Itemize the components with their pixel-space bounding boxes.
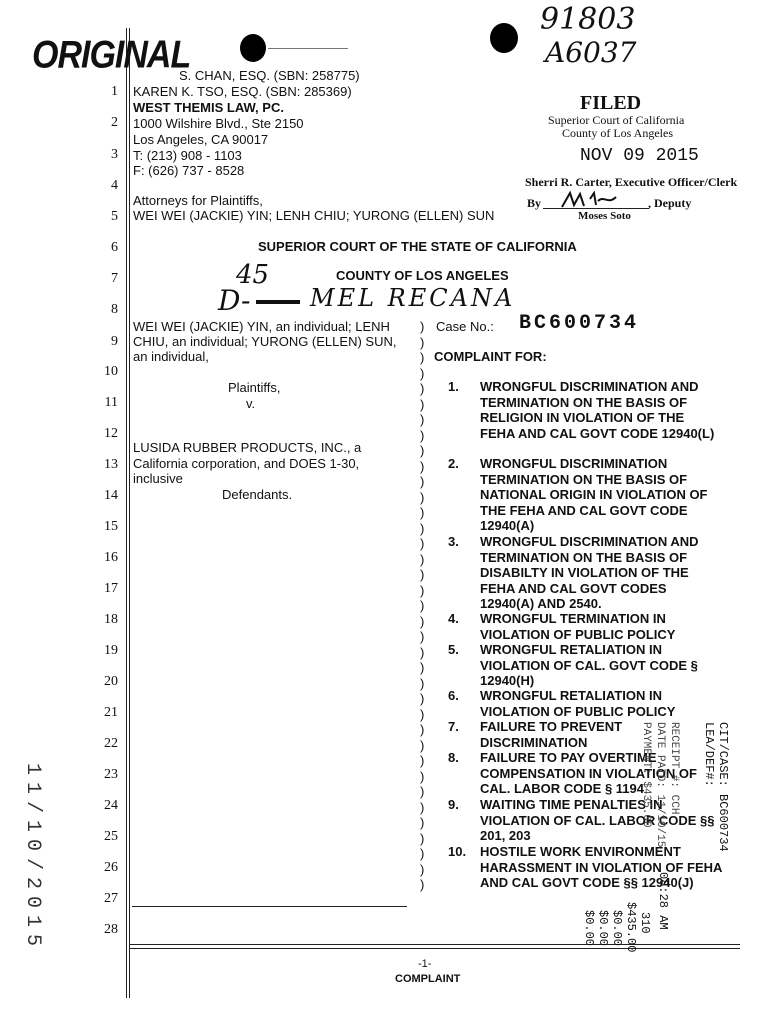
phone: T: (213) 908 - 1103	[133, 148, 242, 163]
line-number: 3	[111, 147, 118, 162]
receipt-col-1: CIT/CASE: BC600734	[716, 722, 730, 852]
caption-paren: )	[420, 675, 425, 691]
hole-punch-left	[240, 34, 266, 62]
claim-number: 7.	[448, 719, 459, 734]
claim-number: 3.	[448, 534, 459, 549]
address-1: 1000 Wilshire Blvd., Ste 2150	[133, 116, 304, 131]
line-number: 5	[111, 209, 118, 224]
line-number: 21	[104, 705, 118, 720]
claim-item	[448, 534, 722, 612]
claim-item	[448, 379, 722, 441]
footer-title: COMPLAINT	[395, 973, 461, 985]
caption-paren: )	[420, 536, 425, 551]
line-number: 27	[104, 891, 118, 906]
caption-underline	[132, 906, 407, 907]
claim-text: FAILURE TO PREVENT DISCRIMINATION	[480, 719, 623, 750]
caption-paren: )	[420, 691, 425, 706]
complaint-for: COMPLAINT FOR:	[434, 349, 547, 364]
caption-paren: )	[420, 350, 425, 365]
caption-paren: )	[420, 753, 425, 768]
left-margin-rule-2	[129, 28, 130, 998]
claim-text: WRONGFUL RETALIATION IN VIOLATION OF CAL. GOVT CODE § 12940(H)	[480, 642, 698, 688]
caption-paren: )	[420, 412, 425, 427]
caption-paren: )	[420, 381, 425, 396]
attorneys-for-names: WEI WEI (JACKIE) YIN; LENH CHIU; YURONG (ELLEN) SUN	[133, 208, 495, 223]
caption-paren: )	[420, 877, 425, 892]
caption-paren: )	[420, 334, 425, 350]
caption-paren: )	[420, 768, 425, 784]
claim-text: WRONGFUL DISCRIMINATION AND TERMINATION ON THE BASIS OF DISABILTY IN VIOLATION OF THE FEHA AND CAL GOVT CODES 12940(A) AND 2540.	[480, 534, 699, 611]
caption-paren: )	[420, 582, 425, 598]
caption-paren: )	[420, 520, 425, 536]
claim-text: WRONGFUL RETALIATION IN VIOLATION OF PUBLIC POLICY	[480, 688, 676, 719]
caption-paren: )	[420, 706, 425, 722]
hole-dash	[268, 48, 348, 49]
line-number: 2	[111, 115, 118, 130]
claim-text: WRONGFUL TERMINATION IN VIOLATION OF PUBLIC POLICY	[480, 611, 676, 642]
defendant-line-1: LUSIDA RUBBER PRODUCTS, INC., a	[133, 440, 362, 455]
claim-number: 1.	[448, 379, 459, 394]
line-number: 13	[104, 457, 118, 472]
filed-title: FILED	[580, 92, 642, 114]
claim-item	[448, 611, 722, 642]
receipt-code: 310	[638, 912, 652, 934]
caption-paren: )	[420, 846, 425, 861]
filed-deputy: , Deputy	[648, 196, 692, 210]
caption-paren: )	[420, 722, 425, 737]
claim-number: 8.	[448, 750, 459, 765]
line-number: 12	[104, 426, 118, 441]
filed-county: County of Los Angeles	[562, 126, 673, 140]
claim-number: 10.	[448, 844, 467, 859]
claim-text: HOSTILE WORK ENVIRONMENT HARASSMENT IN VIOLATION OF FEHA AND CAL GOVT CODE §§ 12940(J)	[480, 844, 722, 890]
page-number: -1-	[418, 958, 432, 970]
handwritten-assign-name: MEL RECANA	[310, 284, 516, 312]
defendant-line-2: California corporation, and DOES 1-30,	[133, 456, 360, 471]
caption-paren: )	[420, 598, 425, 613]
filed-date: NOV 09 2015	[580, 146, 699, 166]
claim-number: 4.	[448, 611, 459, 626]
caption-paren: )	[420, 737, 425, 753]
claim-item	[448, 688, 722, 719]
deputy-name: Moses Soto	[578, 210, 631, 222]
caption-paren: )	[420, 629, 425, 644]
caption-paren: )	[420, 644, 425, 660]
claim-number: 5.	[448, 642, 459, 657]
receipt-time: 08:28 AM	[656, 872, 670, 930]
filed-court: Superior Court of California	[548, 113, 685, 127]
attorney-line-2: KAREN K. TSO, ESQ. (SBN: 285369)	[133, 84, 352, 99]
address-2: Los Angeles, CA 90017	[133, 132, 269, 147]
line-number: 25	[104, 829, 118, 844]
handwritten-assign-prefix: D-	[218, 284, 251, 317]
case-no-label: Case No.:	[436, 319, 494, 334]
caption-paren: )	[420, 799, 425, 815]
receipt-col-4: DATE PAID: 11/10/15	[654, 722, 666, 848]
filed-clerk: Sherri R. Carter, Executive Officer/Clerk	[525, 175, 738, 189]
receipt-col-5: PAYMENT: $435.00	[640, 722, 652, 828]
caption-paren: )	[420, 505, 425, 520]
claim-text: WAITING TIME PENALTIES IN VIOLATION OF CAL. LABOR CODE §§ 201, 203	[480, 797, 715, 843]
caption-paren: )	[420, 319, 425, 334]
claim-number: 9.	[448, 797, 459, 812]
left-margin-rule	[126, 28, 127, 998]
receipt-amount-3: $0.00	[596, 910, 610, 947]
caption-paren: )	[420, 489, 425, 505]
line-number: 17	[104, 581, 118, 596]
line-number: 10	[104, 364, 118, 379]
plaintiffs-line-1: WEI WEI (JACKIE) YIN, an individual; LENH	[133, 319, 390, 334]
line-number: 6	[111, 240, 118, 255]
line-number: 23	[104, 767, 118, 782]
line-number: 18	[104, 612, 118, 627]
side-date-stamp: 11/10/2015	[21, 763, 44, 954]
caption-paren: )	[420, 613, 425, 629]
claim-item	[448, 456, 722, 534]
line-number: 4	[111, 178, 118, 193]
claim-number: 2.	[448, 456, 459, 471]
caption-paren: )	[420, 474, 425, 489]
handwritten-code-1: 91803	[540, 2, 636, 37]
line-number: 16	[104, 550, 118, 565]
plaintiffs-line-3: an individual,	[133, 349, 209, 364]
defendants-label: Defendants.	[222, 487, 293, 502]
caption-paren: )	[420, 861, 425, 877]
caption-paren: )	[420, 784, 425, 799]
handwritten-code-2: A6037	[545, 36, 637, 69]
case-number: BC600734	[519, 312, 640, 335]
receipt-col-3: RECEIPT #: CCH	[668, 722, 680, 815]
line-number: 19	[104, 643, 118, 658]
caption-paren: )	[420, 551, 425, 567]
claim-number: 6.	[448, 688, 459, 703]
claim-text: WRONGFUL DISCRIMINATION TERMINATION ON THE BASIS OF NATIONAL ORIGIN IN VIOLATION OF THE FEHA AND CAL GOVT CODE 12940(A)	[480, 456, 708, 533]
receipt-col-2: LEA/DEF#:	[702, 722, 716, 787]
court-name: SUPERIOR COURT OF THE STATE OF CALIFORNIA	[258, 239, 577, 254]
line-number: 20	[104, 674, 118, 689]
caption-paren: )	[420, 567, 425, 582]
attorney-line-1: S. CHAN, ESQ. (SBN: 258775)	[179, 68, 360, 83]
caption-paren: )	[420, 458, 425, 474]
line-number: 7	[111, 271, 118, 286]
original-stamp: ORIGINAL	[32, 33, 191, 77]
plaintiffs-label: Plaintiffs,	[228, 380, 281, 395]
hole-punch-right	[490, 23, 518, 53]
attorneys-for-label: Attorneys for Plaintiffs,	[133, 193, 263, 208]
receipt-amount-1: $435.00	[624, 902, 638, 953]
line-number: 1	[111, 84, 118, 99]
line-number: 8	[111, 302, 118, 317]
line-number: 24	[104, 798, 118, 813]
line-number: 14	[104, 488, 118, 503]
receipt-amount-4: $0.00	[582, 910, 596, 947]
defendant-line-3: inclusive	[133, 471, 183, 486]
line-number: 26	[104, 860, 118, 875]
fax: F: (626) 737 - 8528	[133, 163, 245, 178]
law-firm: WEST THEMIS LAW, PC.	[133, 100, 284, 115]
plaintiffs-line-2: CHIU, an individual; YURONG (ELLEN) SUN,	[133, 334, 397, 349]
line-number: 11	[104, 395, 118, 410]
caption-paren: )	[420, 427, 425, 443]
handwritten-dept: 45	[236, 260, 270, 290]
deputy-line	[543, 208, 649, 209]
court-county: COUNTY OF LOS ANGELES	[336, 268, 509, 283]
claim-text: WRONGFUL DISCRIMINATION AND TERMINATION ON THE BASIS OF RELIGION IN VIOLATION OF THE FEHA AND CAL GOVT CODE 12940(L)	[480, 379, 715, 441]
claim-item	[448, 642, 722, 689]
versus: v.	[246, 396, 256, 411]
caption-paren: )	[420, 830, 425, 846]
receipt-amount-2: $0.00	[610, 910, 624, 947]
caption-paren: )	[420, 815, 425, 830]
line-number: 22	[104, 736, 118, 751]
caption-paren: )	[420, 396, 425, 412]
caption-paren: )	[420, 443, 425, 458]
filed-by: By	[527, 196, 542, 210]
strikeout-scribble	[256, 300, 300, 304]
line-number: 28	[104, 922, 118, 937]
claim-text: FAILURE TO PAY OVERTIME COMPENSATION IN VIOLATION OF CAL. LABOR CODE § 1194	[480, 750, 697, 796]
caption-paren: )	[420, 660, 425, 675]
line-number: 15	[104, 519, 118, 534]
caption-paren: )	[420, 365, 425, 381]
line-number: 9	[111, 334, 118, 349]
